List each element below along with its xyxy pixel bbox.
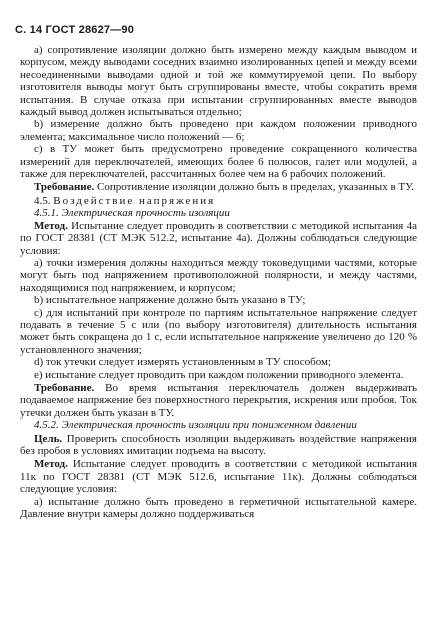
paragraph-reduced-measurements: с) в ТУ может быть предусмотрено проведение сокращенного количества измерений для переключателей, имеющих более 6 полюсов, галет или модулей, а также для переключателей, рассчитанных более чем на 6 рабочих положений. — [20, 143, 417, 181]
paragraph-insulation-measure-points: а) сопротивление изоляции должно быть измерено между каждым выводом и корпусом, между выводами соседних взаимно изолированных цепей и между всеми несоединенными выводами одной и той же коммутируемой цепи. По выбору изготовителя выводы могут быть сгруппированы вместе, чтобы сократить время испытания. В случае отказа при испытании сгруппированных вместе выводов каждый вывод должен испытываться отдельно; — [20, 44, 417, 119]
list-item-leakage-current: d) ток утечки следует измерять установленным в ТУ способом; — [34, 356, 332, 369]
section-title: Воздействие напряжения — [53, 194, 216, 207]
list-item-each-position: е) испытание следует проводить при каждом положении приводного элемента. — [34, 368, 404, 381]
paragraph-method-11k — [20, 458, 417, 495]
requirement-text: Сопротивление изоляции должно быть в пределах, указанных в ТУ. — [94, 181, 414, 194]
method-text: Испытание следует проводить в соответствии с методикой испытания 11к по ГОСТ 28381 (СТ МЭК 512.6, испытание 11к). Должны соблюдаться следующие условия: — [20, 458, 417, 496]
page-header: С. 14 ГОСТ 28627—90 — [15, 24, 135, 36]
document-body — [20, 44, 417, 520]
requirement-label: Требование. — [34, 381, 95, 394]
list-item-measure-points: а) точки измерения должны находиться между токоведущими частями, которые могут быть под напряжением противоположной полярности, и между частями, находящимися под напряжением, и корпусом; — [20, 256, 417, 294]
paragraph-goal — [20, 433, 417, 458]
subsection-heading-dielectric-strength: 4.5.1. Электрическая прочность изоляции — [34, 207, 230, 220]
paragraph-method-4a — [20, 220, 417, 257]
list-item-sealed-chamber: а) испытание должно быть проведено в герметичной испытательной камере. Давление внутри камеры должно поддерживаться — [20, 495, 417, 521]
section-number: 4.5. — [34, 194, 51, 207]
list-item-batch-control: с) для испытаний при контроле по партиям испытательное напряжение следует подавать в течение 5 с или (по выбору изготовителя) длительность испытания может быть сокращена до 1 с, если испытательное напряжение увеличено до 120 % установленного значения; — [20, 306, 417, 356]
goal-text: Проверить способность изоляции выдерживать воздействие напряжения без пробоя в условиях имитации подъема на высоту. — [20, 432, 417, 457]
paragraph-measure-each-position: b) измерение должно быть проведено при каждом положении приводного элемента; максимальное число положений — 6; — [20, 118, 417, 143]
method-label: Метод. — [34, 219, 68, 232]
requirement-text: Во время испытания переключатель должен выдерживать подаваемое напряжение без поверхностного перекрытия, искрения или пробоя. Ток утечки должен быть указан в ТУ. — [20, 381, 417, 419]
subsection-heading-low-pressure: 4.5.2. Электрическая прочность изоляции при пониженном давлении — [34, 419, 357, 432]
goal-label: Цель. — [34, 432, 63, 445]
paragraph-dielectric-requirement — [20, 382, 417, 419]
list-item-test-voltage: b) испытательное напряжение должно быть указано в ТУ; — [34, 294, 306, 307]
section-heading — [20, 195, 417, 207]
method-label: Метод. — [34, 458, 68, 471]
paragraph-insulation-requirement — [20, 181, 417, 193]
requirement-label: Требование. — [34, 181, 95, 194]
method-text: Испытание следует проводить в соответствии с методикой испытания 4а по ГОСТ 28381 (СТ МЭК 512.2, испытание 4а). Должны соблюдаться следующие условия: — [20, 219, 417, 257]
